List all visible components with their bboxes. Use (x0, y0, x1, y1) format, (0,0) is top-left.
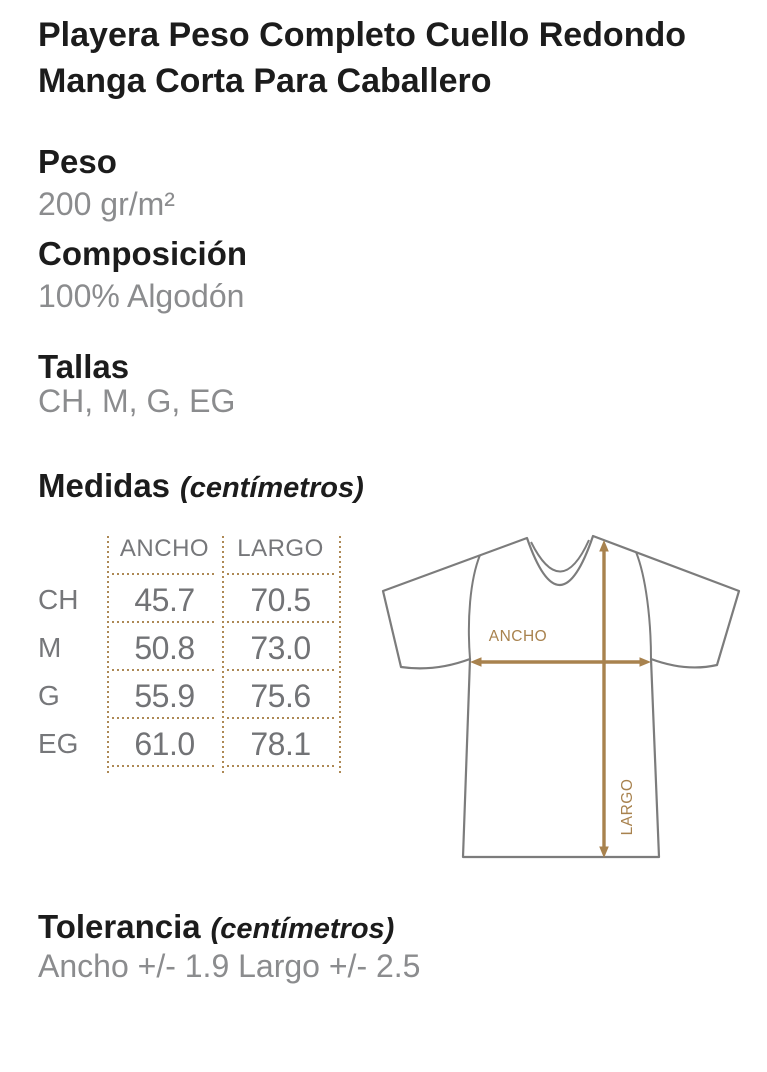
table-vline (339, 536, 341, 773)
cell-ancho: 45.7 (134, 582, 195, 618)
tolerancia-unit-note: (centímetros) (210, 913, 395, 945)
page-title-line1: Playera Peso Completo Cuello Redondo (38, 16, 687, 54)
table-hline (112, 573, 217, 575)
table-hline (227, 573, 334, 575)
cell-largo: 78.1 (250, 726, 311, 762)
tolerancia-heading-text: Tolerancia (38, 908, 201, 945)
tshirt-diagram (380, 520, 767, 880)
col-header-ancho: ANCHO (119, 535, 210, 562)
ancho-label: ANCHO (488, 628, 548, 645)
cell-largo: 73.0 (250, 630, 311, 666)
row-label: M (38, 632, 62, 663)
cell-largo: 70.5 (250, 582, 311, 618)
tallas-heading: Tallas (38, 348, 130, 385)
largo-label: LARGO (619, 778, 636, 836)
peso-value: 200 gr/m² (38, 186, 175, 222)
cell-largo: 75.6 (250, 678, 311, 714)
tshirt-outline (383, 536, 739, 857)
peso-heading: Peso (38, 143, 117, 180)
col-header-largo: LARGO (237, 535, 324, 562)
composicion-heading: Composición (38, 235, 248, 272)
tolerancia-heading (38, 910, 394, 946)
row-label: G (38, 680, 60, 711)
medidas-heading (38, 469, 364, 505)
size-table (38, 533, 341, 775)
row-label: CH (38, 584, 79, 615)
tallas-value: CH, M, G, EG (38, 383, 236, 419)
cell-ancho: 50.8 (134, 630, 195, 666)
tolerancia-value: Ancho +/- 1.9 Largo +/- 2.5 (38, 948, 421, 984)
page-title-line2: Manga Corta Para Caballero (38, 62, 492, 100)
medidas-unit-note: (centímetros) (180, 472, 364, 504)
cell-ancho: 61.0 (134, 726, 195, 762)
composicion-value: 100% Algodón (38, 278, 245, 314)
medidas-heading-text: Medidas (38, 467, 171, 504)
page-title (38, 12, 738, 104)
cell-ancho: 55.9 (134, 678, 195, 714)
row-label: EG (38, 728, 79, 759)
